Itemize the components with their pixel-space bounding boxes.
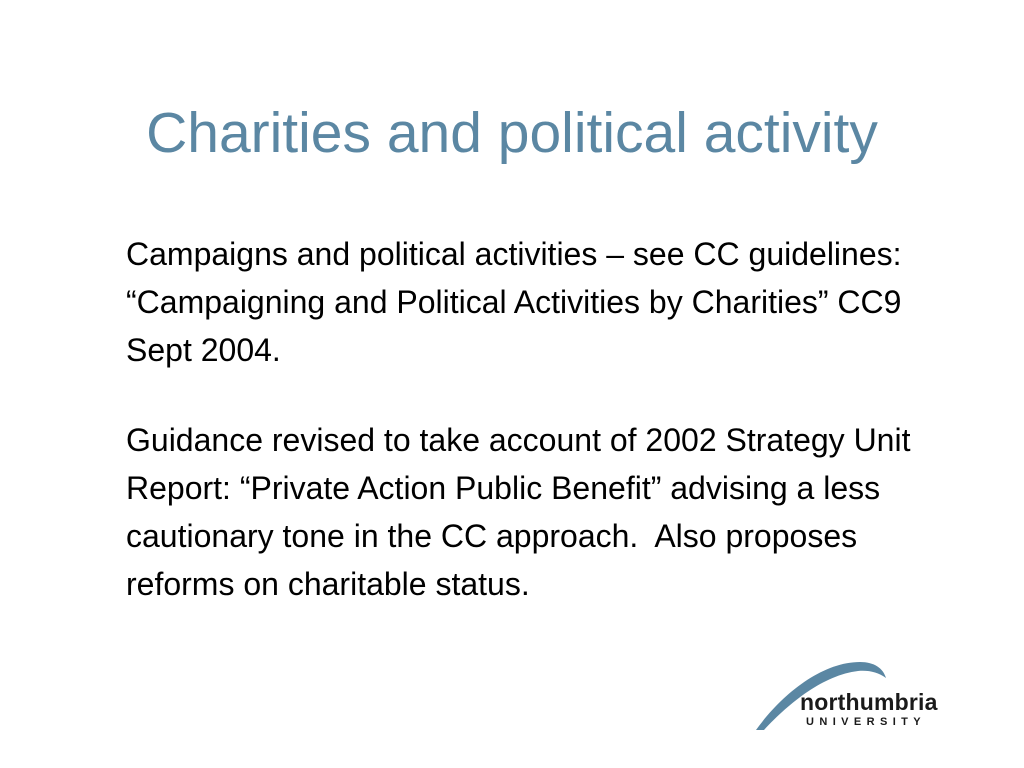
slide-body <box>126 230 956 650</box>
paragraph-guidance: Guidance revised to take account of 2002 Strategy Unit Report: “Private Action Public Benefit” advising a less cautionary tone in the CC approach. Also proposes reforms on charitable status. <box>126 422 920 602</box>
paragraph-campaigns: Campaigns and political activities – see CC guidelines: “Campaigning and Political Activities by Charities” CC9 Sept 2004. <box>126 236 911 368</box>
northumbria-logo <box>752 654 962 734</box>
logo-wordmark: northumbria <box>800 689 938 715</box>
slide-title: Charities and political activity <box>146 101 878 165</box>
logo-subtitle: UNIVERSITY <box>806 716 927 728</box>
